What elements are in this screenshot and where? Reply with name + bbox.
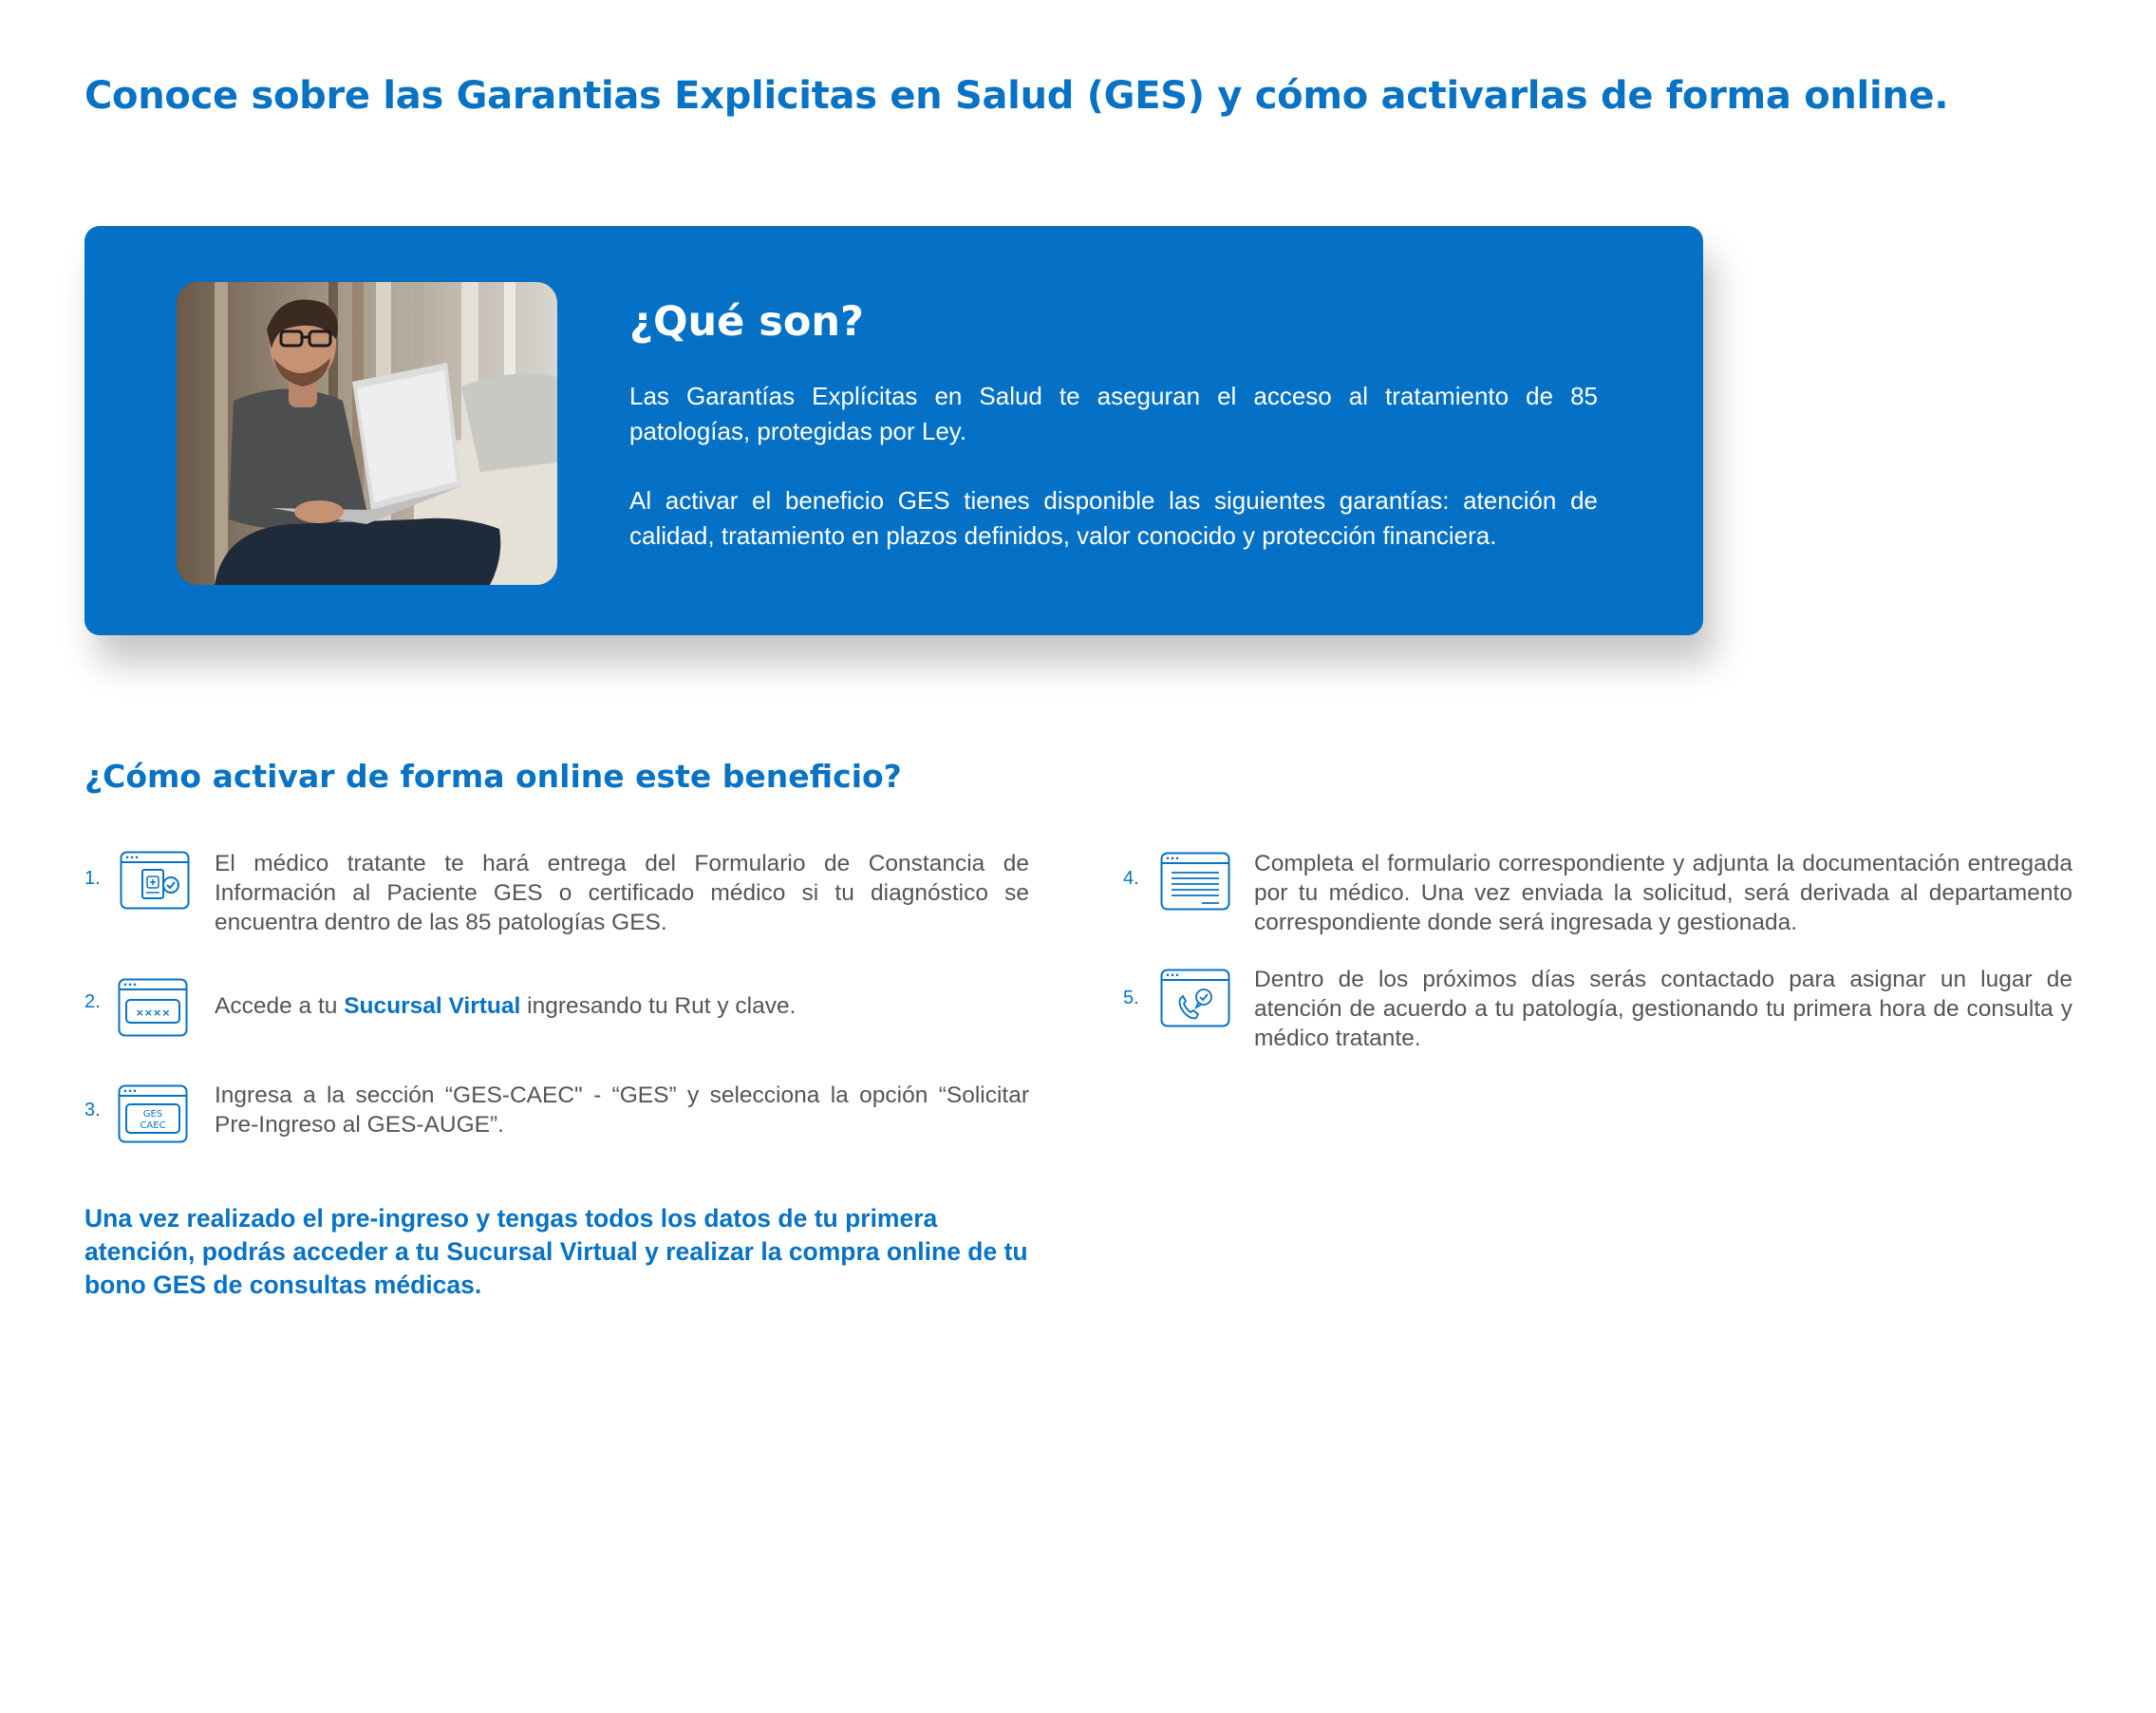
ges-caec-icon [118, 1084, 188, 1143]
step-5 [1123, 965, 2072, 1060]
page-title: Conoce sobre las Garantias Explicitas en Salud (GES) y cómo activarlas de forma online. [84, 74, 1949, 118]
step-3 [84, 1081, 1029, 1147]
step-4-text: Completa el formulario correspondiente y adjunta la documentación entregada por tu médico. Una vez enviada la solicitud, será derivada al departamento correspondiente donde será ingresada y gestionada. [1254, 851, 2072, 935]
card-paragraph-guarantees: Al activar el beneficio GES tienes disponible las siguientes garantías: atención de calidad, tratamiento en plazos definidos, valor conocido y protección financiera. [629, 486, 1598, 550]
svg-text:××××: ×××× [135, 1007, 171, 1019]
man-with-laptop-photo [177, 282, 557, 585]
card-heading: ¿Qué son? [629, 298, 864, 346]
card-paragraph-definition: Las Garantías Explícitas en Salud te aseguran el acceso al tratamiento de 85 patologías, protegidas por Ley. [629, 382, 1598, 445]
phone-contact-icon [1160, 969, 1230, 1027]
step-3-text: Ingresa a la sección “GES-CAEC" - “GES” y selecciona la opción “Solicitar Pre-Ingreso al GES-AUGE”. [215, 1082, 1029, 1138]
step-1 [84, 849, 1029, 944]
document-check-icon [120, 851, 190, 910]
step-5-text: Dentro de los próximos días serás contactado para asignar un lugar de atención de acuerdo a tu patología, gestionando tu primera hora de consulta y médico tratante. [1254, 967, 2072, 1051]
step-number: 4. [1123, 868, 1139, 889]
form-document-icon [1160, 852, 1230, 911]
password-field-icon [118, 978, 188, 1037]
svg-text:CAEC: CAEC [140, 1120, 166, 1131]
info-card [84, 226, 1703, 635]
step-1-text: El médico tratante te hará entrega del Formulario de Constancia de Información al Paciente GES o certificado médico si tu diagnóstico se encuentra dentro de las 85 patologías GES. [215, 851, 1029, 935]
activation-heading: ¿Cómo activar de forma online este beneficio? [84, 758, 902, 795]
step-2-text: Accede a tu Sucursal Virtual ingresando tu Rut y clave. [215, 993, 797, 1019]
sucursal-virtual-link[interactable]: Sucursal Virtual [344, 993, 521, 1019]
step-number: 2. [84, 991, 101, 1012]
step-number: 1. [84, 868, 101, 889]
closing-note: Una vez realizado el pre-ingreso y tengas todos los datos de tu primera atención, podrás acceder a tu Sucursal Virtual y realizar la compra online de tu bono GES de consultas médicas. [84, 1204, 1028, 1299]
step-4 [1123, 849, 2072, 944]
svg-text:GES: GES [142, 1109, 163, 1120]
step-2 [84, 978, 1029, 1045]
step-number: 3. [84, 1100, 101, 1120]
step-number: 5. [1123, 988, 1139, 1008]
